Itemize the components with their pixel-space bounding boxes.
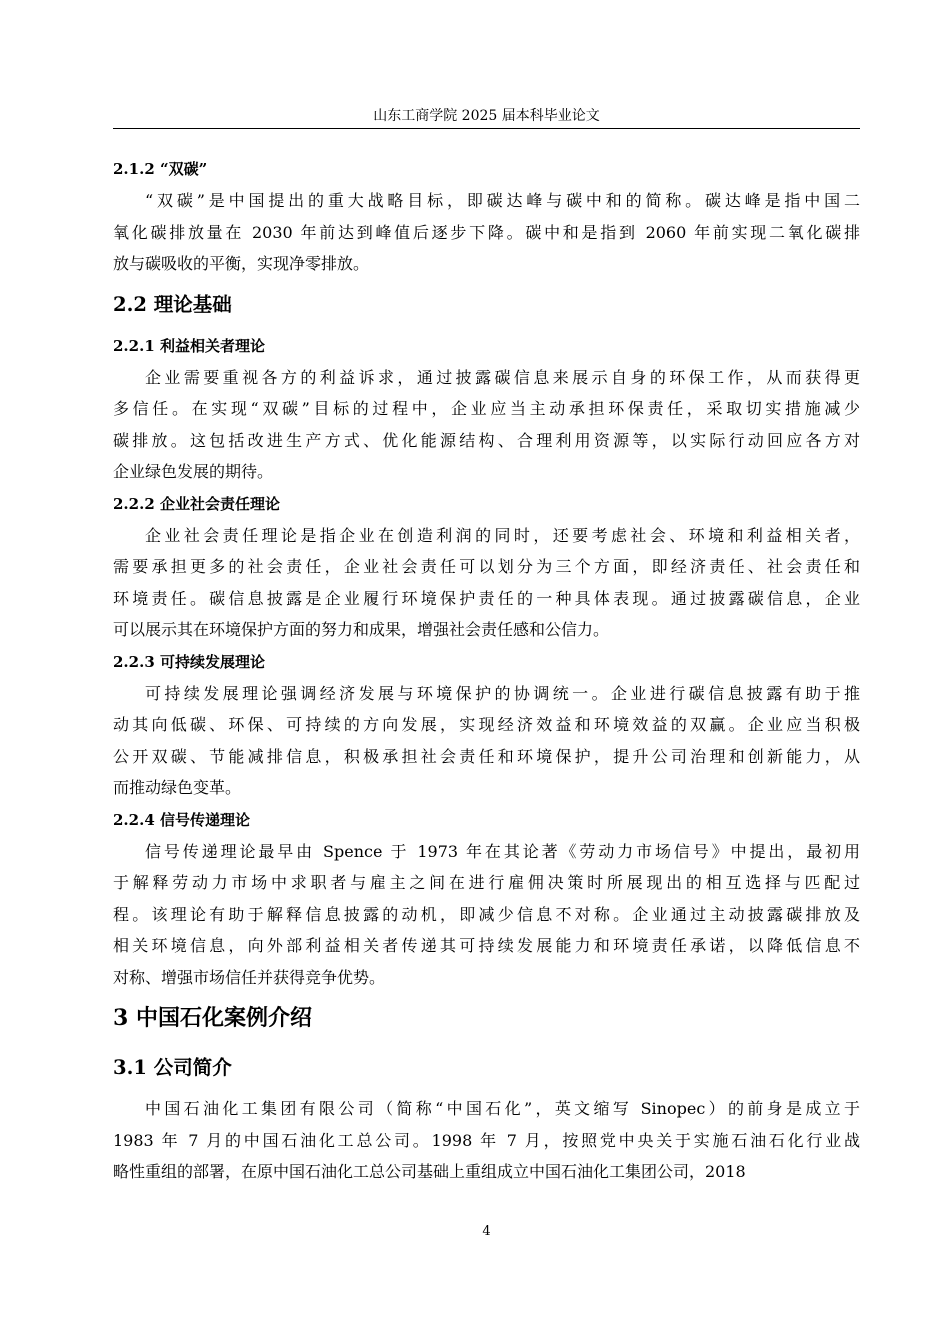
subsection-heading: 2.2.3 可持续发展理论 [113,652,265,671]
paragraph [113,362,860,488]
paragraph [113,520,860,646]
paragraph-line: 可持续发展理论强调经济发展与环境保护的协调统一。企业进行碳信息披露有助于推 [145,683,860,703]
paragraph-line: 企业社会责任理论是指企业在创造利润的同时，还要考虑社会、环境和利益相关者， [145,525,860,545]
paragraph-line: “双碳”是中国提出的重大战略目标，即碳达峰与碳中和的简称。碳达峰是指中国二 [145,191,860,210]
subsection-heading: 2.2.1 利益相关者理论 [113,336,265,355]
paragraph-line: 公开双碳、节能减排信息，积极承担社会责任和环境保护，提升公司治理和创新能力，从 [113,746,860,766]
section-heading: 2.2 理论基础 [113,292,232,316]
paragraph-line: 放与碳吸收的平衡，实现净零排放。 [113,254,370,273]
paragraph-line: 环境责任。碳信息披露是企业履行环境保护责任的一种具体表现。通过披露碳信息，企业 [113,588,860,608]
document-body [113,153,860,1188]
paragraph-line: 中国石油化工集团有限公司（简称“中国石化”，英文缩写 Sinopec）的前身是成立于 [145,1099,860,1118]
section-heading: 3.1 公司简介 [113,1056,232,1079]
paragraph-line: 可以展示其在环境保护方面的努力和成果，增强社会责任感和公信力。 [113,620,610,639]
paragraph [113,185,860,280]
subsection-heading: 2.2.4 信号传递理论 [113,810,250,829]
subsection-heading: 2.2.2 企业社会责任理论 [113,494,280,513]
header-rule [113,128,860,129]
paragraph-line: 碳排放。这包括改进生产方式、优化能源结构、合理利用资源等，以实际行动回应各方对 [113,430,860,450]
subsection-heading: 2.1.2 “双碳” [113,160,208,178]
paragraph [113,678,860,804]
paragraph-line: 相关环境信息，向外部利益相关者传递其可持续发展能力和环境责任承诺，以降低信息不 [113,936,860,955]
paragraph-line: 企业绿色发展的期待。 [113,462,274,481]
paragraph-line: 氧化碳排放量在 2030 年前达到峰值后逐步下降。碳中和是指到 2060 年前实现二氧化碳排 [113,222,860,242]
paragraph-line: 动其向低碳、环保、可持续的方向发展，实现经济效益和环境效益的双赢。企业应当积极 [113,715,860,734]
paragraph [113,1093,860,1188]
page-header: 山东工商学院 2025 届本科毕业论文 [373,108,600,124]
paragraph-line: 而推动绿色变革。 [113,778,242,797]
paragraph-line: 1983 年 7 月的中国石油化工总公司。1998 年 7 月，按照党中央关于实施石油石化行业战 [113,1130,860,1150]
paragraph-line: 对称、增强市场信任并获得竞争优势。 [113,967,386,987]
paragraph [113,836,860,994]
paragraph-line: 于解释劳动力市场中求职者与雇主之间在进行雇佣决策时所展现出的相互选择与匹配过 [113,873,860,892]
paragraph-line: 信号传递理论最早由 Spence 于 1973 年在其论著《劳动力市场信号》中提出，最初用 [145,841,860,861]
paragraph-line: 企业需要重视各方的利益诉求，通过披露碳信息来展示自身的环保工作，从而获得更 [145,367,860,387]
page-number: 4 [482,1224,491,1239]
paragraph-line: 略性重组的部署，在原中国石油化工总公司基础上重组成立中国石油化工集团公司，2018 [113,1162,746,1181]
paragraph-line: 需要承担更多的社会责任，企业社会责任可以划分为三个方面，即经济责任、社会责任和 [113,557,860,576]
chapter-heading: 3 中国石化案例介绍 [113,1005,312,1031]
paragraph-line: 程。该理论有助于解释信息披露的动机，即减少信息不对称。企业通过主动披露碳排放及 [113,904,860,924]
paragraph-line: 多信任。在实现“双碳”目标的过程中，企业应当主动承担环保责任，采取切实措施减少 [113,399,860,418]
